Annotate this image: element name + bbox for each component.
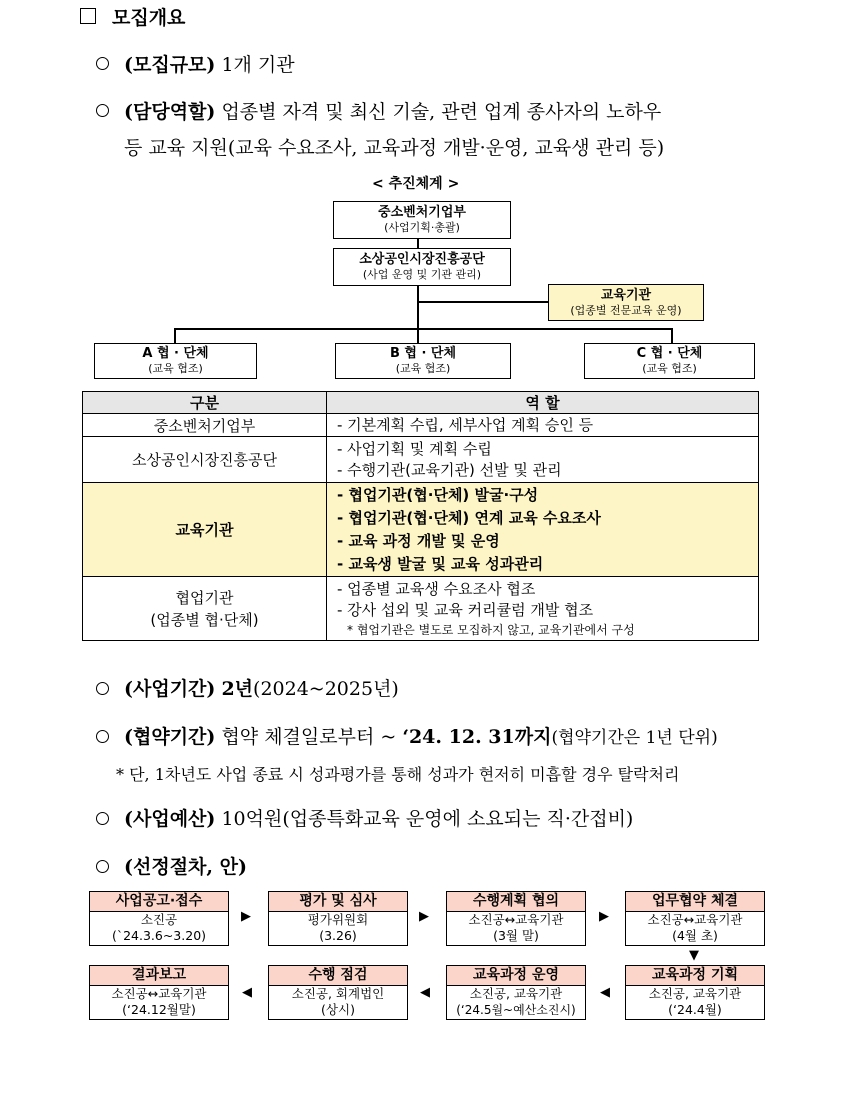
org-c-sub: (교육 협조) [642,362,697,375]
org-connector [174,328,672,330]
budget-label: (사업예산) [124,808,216,830]
table-cell-org [83,577,327,641]
org-a-name: A 협 · 단체 [142,346,209,361]
role-item: - 교육 과정 개발 및 운영 [337,531,500,550]
scale-line [124,50,295,77]
contract-label: (협약기간) [124,726,216,748]
contract-tail: (협약기간은 1년 단위) [551,728,718,748]
table-header: 구분 [83,392,327,414]
flow-step-announce [89,891,229,946]
org-chart-title: < 추진체계 > [372,176,460,192]
section-checkbox-icon [80,8,96,24]
table-cell-org: 소상공인시장진흥공단 [83,437,327,483]
flow-step-line2: (‘24.12월말) [122,1002,196,1017]
scale-label: (모집규모) [124,54,216,76]
org-box-agency [333,248,511,286]
org-connector [417,286,419,343]
bullet-circle-icon [96,860,109,873]
org-box-c [584,343,755,379]
contract-note: * 단, 1차년도 사업 종료 시 성과평가를 통해 성과가 현저히 미흡할 경우 탈락처리 [116,765,680,784]
flow-step-line2: (`24.3.6~3.20) [111,928,207,943]
flow-step-line1: 소진공, 교육기관 [469,986,563,1001]
flow-step-evaluation [268,891,408,946]
table-row [83,483,759,577]
flow-step-head: 수행계획 협의 [447,892,585,912]
flow-step-head: 교육과정 기획 [626,966,764,986]
role-item: - 협업기관(협·단체) 연계 교육 수요조사 [337,508,601,527]
bullet-circle-icon [96,104,109,117]
flow-step-line1: 소진공, 교육기관 [648,986,742,1001]
flow-step-line1: 소진공↔교육기관 [647,912,743,927]
table-header: 역 할 [327,392,759,414]
arrow-left-icon: ◀ [242,985,252,1000]
table-row [83,577,759,641]
org-b-name: B 협 · 단체 [389,346,457,361]
role-label: (담당역할) [124,101,216,123]
flow-step-head: 평가 및 심사 [269,892,407,912]
flow-step-operation [446,965,586,1020]
role-item: - 협업기관(협·단체) 발굴·구성 [337,485,539,504]
arrow-right-icon: ▶ [419,909,429,924]
role-item: - 강사 섭외 및 교육 커리큘럼 개발 협조 [337,600,594,619]
org-box-edu [548,284,704,321]
org-box-b [335,343,511,379]
role-item: - 업종별 교육생 수요조사 협조 [337,579,536,598]
flow-step-head: 사업공고·접수 [90,892,228,912]
arrow-right-icon: ▶ [599,909,609,924]
bullet-circle-icon [96,57,109,70]
table-cell-org: 중소벤처기업부 [83,414,327,437]
role-item: - 교육생 발굴 및 교육 성과관리 [337,554,544,573]
budget-text: 10억원(업종특화교육 운영에 소요되는 직·간접비) [221,808,634,830]
contract-bold: ‘24. 12. 31까지 [402,726,552,748]
flow-step-head: 교육과정 운영 [447,966,585,986]
role-item: - 사업기획 및 계획 수립 [337,439,492,458]
table-row [83,414,759,437]
table-cell-org: 교육기관 [83,483,327,577]
flow-step-line2: (상시) [321,1002,355,1017]
org-a-sub: (교육 협조) [148,362,203,375]
org-name-sub: (업종별 협·단체) [150,610,259,629]
org-connector [174,328,176,343]
org-ministry-name: 중소벤처기업부 [378,205,466,220]
org-edu-sub: (업종별 전문교육 운영) [570,304,682,317]
flow-step-line2: (3.26) [319,928,357,943]
flow-step-line1: 소진공, 회계법인 [291,986,385,1001]
flow-step-agreement [625,891,765,946]
section-title: 모집개요 [112,7,186,29]
org-ministry-sub: (사업기획·총괄) [384,221,460,234]
flow-step-line2: (3월 말) [493,928,539,943]
table-cell-role [327,414,759,437]
org-agency-name: 소상공인시장진흥공단 [359,252,485,267]
selection-line [124,852,247,879]
period-line [124,674,399,701]
flow-step-head: 업무협약 체결 [626,892,764,912]
arrow-left-icon: ◀ [600,985,610,1000]
org-box-ministry [333,201,511,239]
table-cell-role [327,483,759,577]
scale-text: 1개 기관 [221,54,295,76]
flow-step-line1: 소진공 [140,912,178,927]
role-item: - 수행기관(교육기관) 선발 및 관리 [337,460,562,479]
budget-line [124,804,633,831]
org-b-sub: (교육 협조) [395,362,451,375]
flow-step-line2: (4월 초) [672,928,718,943]
org-connector [417,301,548,303]
role-item: - 기본계획 수립, 세부사업 계획 승인 등 [337,415,594,434]
flow-step-head: 수행 점검 [269,966,407,986]
role-line [124,97,661,124]
contract-line [124,722,718,749]
org-name: 협업기관 [175,588,234,607]
bullet-circle-icon [96,730,109,743]
flow-step-inspection [268,965,408,1020]
org-c-name: C 협 · 단체 [636,346,703,361]
org-connector [671,328,673,343]
flow-step-line2: (‘24.4월) [668,1002,722,1017]
table-cell-role [327,437,759,483]
table-header-row [83,392,759,414]
roles-table [82,391,759,641]
arrow-left-icon: ◀ [420,985,430,1000]
flow-step-line2: (‘24.5월~예산소진시) [456,1003,576,1017]
flow-step-line1: 소진공↔교육기관 [111,986,207,1001]
selection-label: (선정절차, 안) [124,856,247,878]
role-text: 업종별 자격 및 최신 기술, 관련 업계 종사자의 노하우 [221,101,662,123]
role-note: * 협업기관은 별도로 모집하지 않고, 교육기관에서 구성 [347,622,635,637]
period-text: (2024~2025년) [253,678,399,700]
flow-step-line1: 평가위원회 [307,912,369,927]
period-bold: 2년 [221,678,254,700]
flow-step-line1: 소진공↔교육기관 [468,912,564,927]
arrow-down-icon: ▼ [689,948,699,963]
flow-step-report [89,965,229,1020]
contract-text: 협약 체결일로부터 ~ [221,726,397,748]
flow-step-head: 결과보고 [90,966,228,986]
flow-step-plan-consult [446,891,586,946]
bullet-circle-icon [96,682,109,695]
org-box-a [94,343,257,379]
table-row [83,437,759,483]
org-edu-name: 교육기관 [600,288,652,303]
arrow-right-icon: ▶ [241,909,251,924]
flow-step-planning [625,965,765,1020]
org-agency-sub: (사업 운영 및 기관 관리) [362,268,482,281]
bullet-circle-icon [96,812,109,825]
table-cell-role [327,577,759,641]
period-label: (사업기간) [124,678,216,700]
role-text-2: 등 교육 지원(교육 수요조사, 교육과정 개발·운영, 교육생 관리 등) [124,137,665,159]
